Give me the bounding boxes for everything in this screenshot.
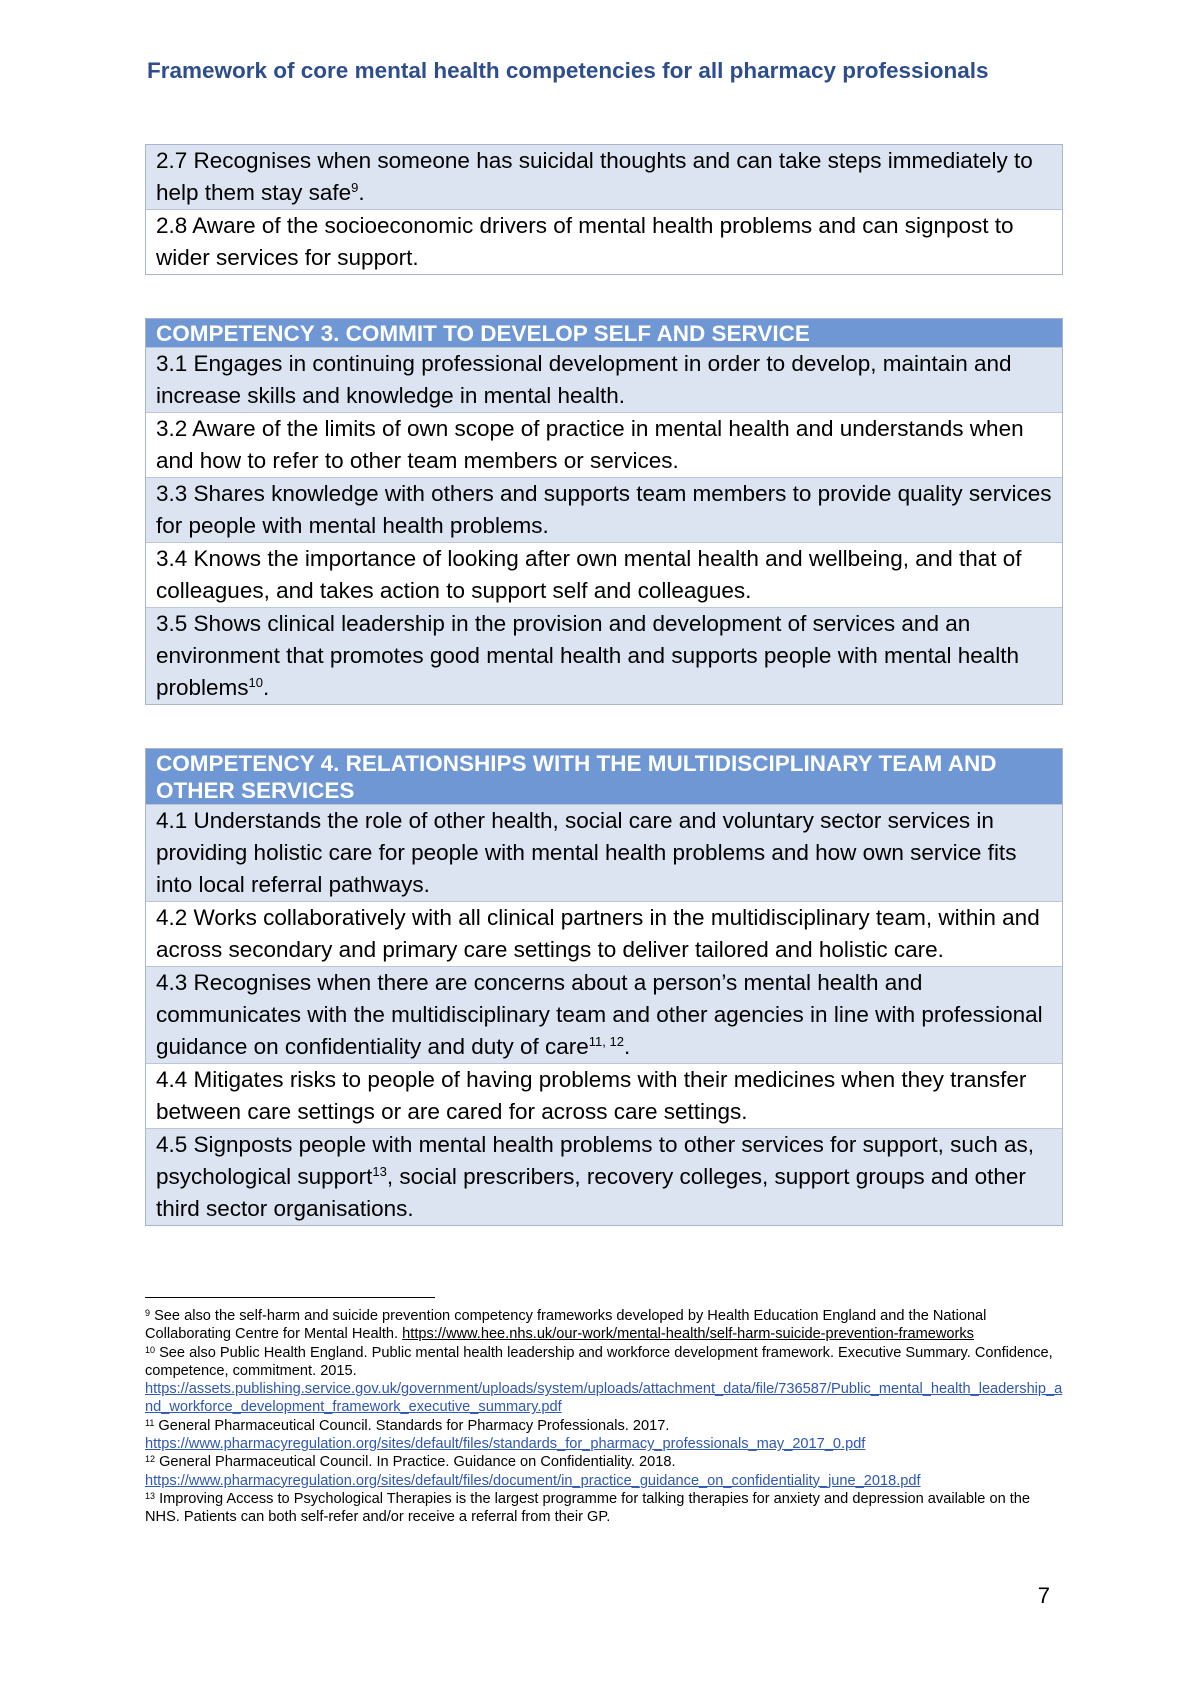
competency-row-text: 3.5 Shows clinical leadership in the provision and development of services and an environment that promotes good mental health and supports people with mental health problems xyxy=(156,611,1020,700)
footnote-number: 11 xyxy=(145,1417,155,1428)
competency-2-continued-table xyxy=(145,144,1063,275)
footnote-11 xyxy=(145,1417,1065,1454)
competency-row xyxy=(146,1128,1062,1225)
competency-row-text: 3.3 Shares knowledge with others and supports team members to provide quality services for people with mental health problems. xyxy=(156,481,1052,538)
footnote-text: See also Public Health England. Public mental health leadership and workforce development framework. Executive Summary. Confidence, competence, commitment. 2015. xyxy=(145,1344,1053,1379)
competency-row xyxy=(146,1063,1062,1128)
footnote-text: General Pharmaceutical Council. Standards for Pharmacy Professionals. 2017. xyxy=(154,1417,670,1434)
footnote-reference: 11, 12 xyxy=(588,1034,624,1049)
footnote-number: 13 xyxy=(145,1490,156,1501)
footnotes xyxy=(145,1307,1065,1527)
competency-row-text-end: . xyxy=(358,180,365,205)
competency-row xyxy=(146,209,1062,274)
competency-row xyxy=(146,966,1062,1063)
competency-row-text: 3.4 Knows the importance of looking after own mental health and wellbeing, and that of colleagues, and takes action to support self and colleagues. xyxy=(156,546,1022,603)
competency-3-heading: COMPETENCY 3. COMMIT TO DEVELOP SELF AND SERVICE xyxy=(146,319,1062,347)
competency-4-table xyxy=(145,748,1063,1226)
competency-row-text: 4.4 Mitigates risks to people of having problems with their medicines when they transfer between care settings or are cared for across care settings. xyxy=(156,1067,1027,1124)
footnote-number: 9 xyxy=(145,1308,151,1318)
competency-4-heading: COMPETENCY 4. RELATIONSHIPS WITH THE MULTIDISCIPLINARY TEAM AND OTHER SERVICES xyxy=(146,749,1062,804)
competency-row xyxy=(146,477,1062,542)
competency-row-text-end: . xyxy=(623,1034,631,1059)
footnote-separator xyxy=(145,1297,435,1298)
footnote-number: 10 xyxy=(145,1344,156,1355)
footnote-text: See also the self-harm and suicide prevention competency frameworks developed by Health Education England and the National Collaborating Centre for Mental Health. xyxy=(145,1308,987,1343)
competency-row-text: 3.1 Engages in continuing professional development in order to develop, maintain and increase skills and knowledge in mental health. xyxy=(156,351,1012,408)
competency-row xyxy=(146,347,1062,412)
footnote-link[interactable]: https://www.hee.nhs.uk/our-work/mental-health/self-harm-suicide-prevention-frameworks xyxy=(402,1326,974,1343)
page-header-title: Framework of core mental health competencies for all pharmacy professionals xyxy=(147,58,989,83)
footnote-13 xyxy=(145,1490,1065,1527)
competency-row xyxy=(146,607,1062,704)
footnote-text: General Pharmaceutical Council. In Practice. Guidance on Confidentiality. 2018. xyxy=(155,1454,676,1471)
competency-3-table xyxy=(145,318,1063,705)
competency-row-text: 4.2 Works collaboratively with all clinical partners in the multidisciplinary team, within and across secondary and primary care settings to deliver tailored and holistic care. xyxy=(156,905,1040,962)
competency-row-text: 4.5 Signposts people with mental health problems to other services for support, such as, psychological support xyxy=(156,1132,1034,1189)
competency-row-text: 4.1 Understands the role of other health, social care and voluntary sector services in providing holistic care for people with mental health problems and how own service fits into local referral pathways. xyxy=(156,808,1017,897)
competency-row xyxy=(146,901,1062,966)
footnote-10 xyxy=(145,1344,1065,1417)
competency-row xyxy=(146,412,1062,477)
page-number: 7 xyxy=(1037,1583,1050,1608)
footnote-reference: 9 xyxy=(351,180,359,195)
footnote-text: Improving Access to Psychological Therapies is the largest programme for talking therapies for anxiety and depression available on the NHS. Patients can both self-refer and/or receive a referral from their GP. xyxy=(145,1490,1031,1526)
footnote-reference: 13 xyxy=(372,1164,387,1179)
footnote-9 xyxy=(145,1307,1065,1344)
footnote-link[interactable]: https://www.pharmacyregulation.org/sites/default/files/standards_for_pharmacy_professionals_may_2017_0.pdf xyxy=(145,1436,866,1453)
footnote-link[interactable]: https://assets.publishing.service.gov.uk/government/uploads/system/uploads/attachment_data/file/736587/Public_mental_health_leadership_and_workforce_development_framework_executive_summary.pdf xyxy=(145,1381,1063,1416)
footnote-reference: 10 xyxy=(248,675,264,690)
competency-row-text-end: . xyxy=(263,675,270,700)
footnote-12 xyxy=(145,1453,1065,1490)
competency-row-text: 2.7 Recognises when someone has suicidal thoughts and can take steps immediately to help them stay safe xyxy=(156,148,1033,205)
footnote-link[interactable]: https://www.pharmacyregulation.org/sites/default/files/document/in_practice_guidance_on_confidentiality_june_2018.pdf xyxy=(145,1472,921,1489)
footnote-number: 12 xyxy=(145,1454,156,1465)
competency-row xyxy=(146,145,1062,209)
competency-row-text: 4.3 Recognises when there are concerns about a person’s mental health and communicates with the multidisciplinary team and other agencies in line with professional guidance on confidentiality and duty of care xyxy=(156,970,1043,1059)
competency-row-text-end: , social prescribers, recovery colleges, support groups and other third sector organisations. xyxy=(156,1164,1026,1221)
competency-row-text: 3.2 Aware of the limits of own scope of practice in mental health and understands when and how to refer to other team members or services. xyxy=(156,416,1024,473)
competency-row xyxy=(146,542,1062,607)
competency-row xyxy=(146,804,1062,901)
competency-row-text: 2.8 Aware of the socioeconomic drivers of mental health problems and can signpost to wider services for support. xyxy=(156,213,1014,270)
